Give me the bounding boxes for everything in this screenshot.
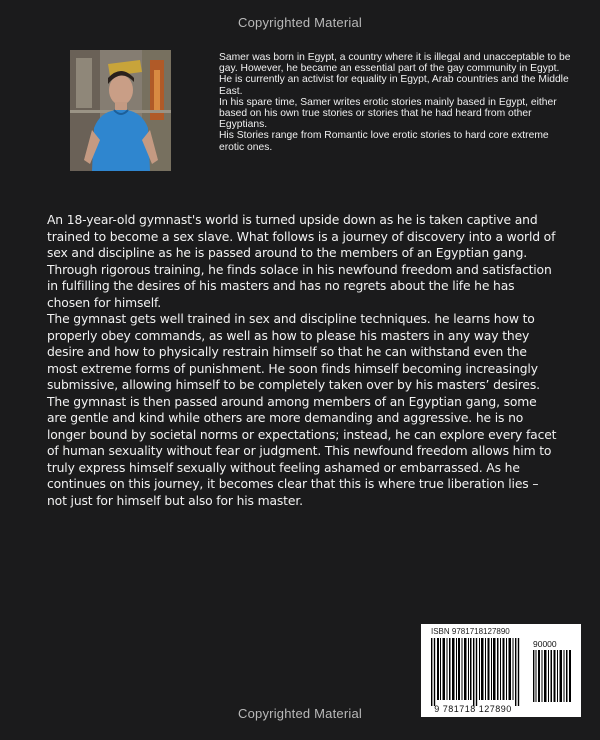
blurb-paragraph: The gymnast gets well trained in sex and discipline techniques. he learns how to properly obey commands, as well as how to please his masters in any way they desire and how to physically restrain himself so that he can withstand even the most extreme forms of punishment. He soon finds himself becoming increasingly submissive, allowing himself to be completely taken over by his masters’ desires.: [47, 312, 540, 392]
blurb-paragraph: An 18-year-old gymnast's world is turned upside down as he is taken captive and trained to become a sex slave. What follows is a journey of discovery into a world of sex and discipline as he is passed around to the members of an Egyptian gang. Through rigorous training, he finds solace in his newfound freedom and satisfaction in fulfilling the desires of his masters and has no regrets about the life he has chosen for himself.: [47, 213, 556, 310]
isbn-barcode-box: [421, 624, 581, 717]
author-bio-paragraph: Samer was born in Egypt, a country where it is illegal and unacceptable to be gay. However, he became an essential part of the gay community in Egypt. He is currently an activist for equality in Egypt, Arab countries and the Middle East.: [219, 52, 571, 97]
watermark-bottom: Copyrighted Material: [238, 706, 362, 721]
isbn-label: ISBN 9781718127890: [431, 627, 510, 636]
price-code: 90000: [533, 639, 557, 649]
author-bio-paragraph: His Stories range from Romantic love erotic stories to hard core extreme erotic ones.: [219, 130, 549, 153]
book-blurb: [47, 212, 559, 509]
barcode-digits: 9 781718 127890: [434, 704, 512, 714]
watermark-top: Copyrighted Material: [238, 15, 362, 30]
blurb-paragraph: The gymnast is then passed around among members of an Egyptian gang, some are gentle and kind while others are more demanding and aggressive. he is no longer bound by societal norms or expectations; instead, he can explore every facet of human sexuality without fear or judgment. This newfound freedom allows him to truly express himself sexually without feeling ashamed or embarrassed. As he continues on this journey, it becomes clear that this is where true liberation lies – not just for himself but also for his master.: [47, 394, 557, 508]
author-bio-paragraph: In his spare time, Samer writes erotic stories mainly based in Egypt, either based on his own true stories or stories that he had heard from other Egyptians.: [219, 96, 557, 131]
author-bio: [219, 52, 571, 153]
author-photo: [70, 50, 171, 171]
